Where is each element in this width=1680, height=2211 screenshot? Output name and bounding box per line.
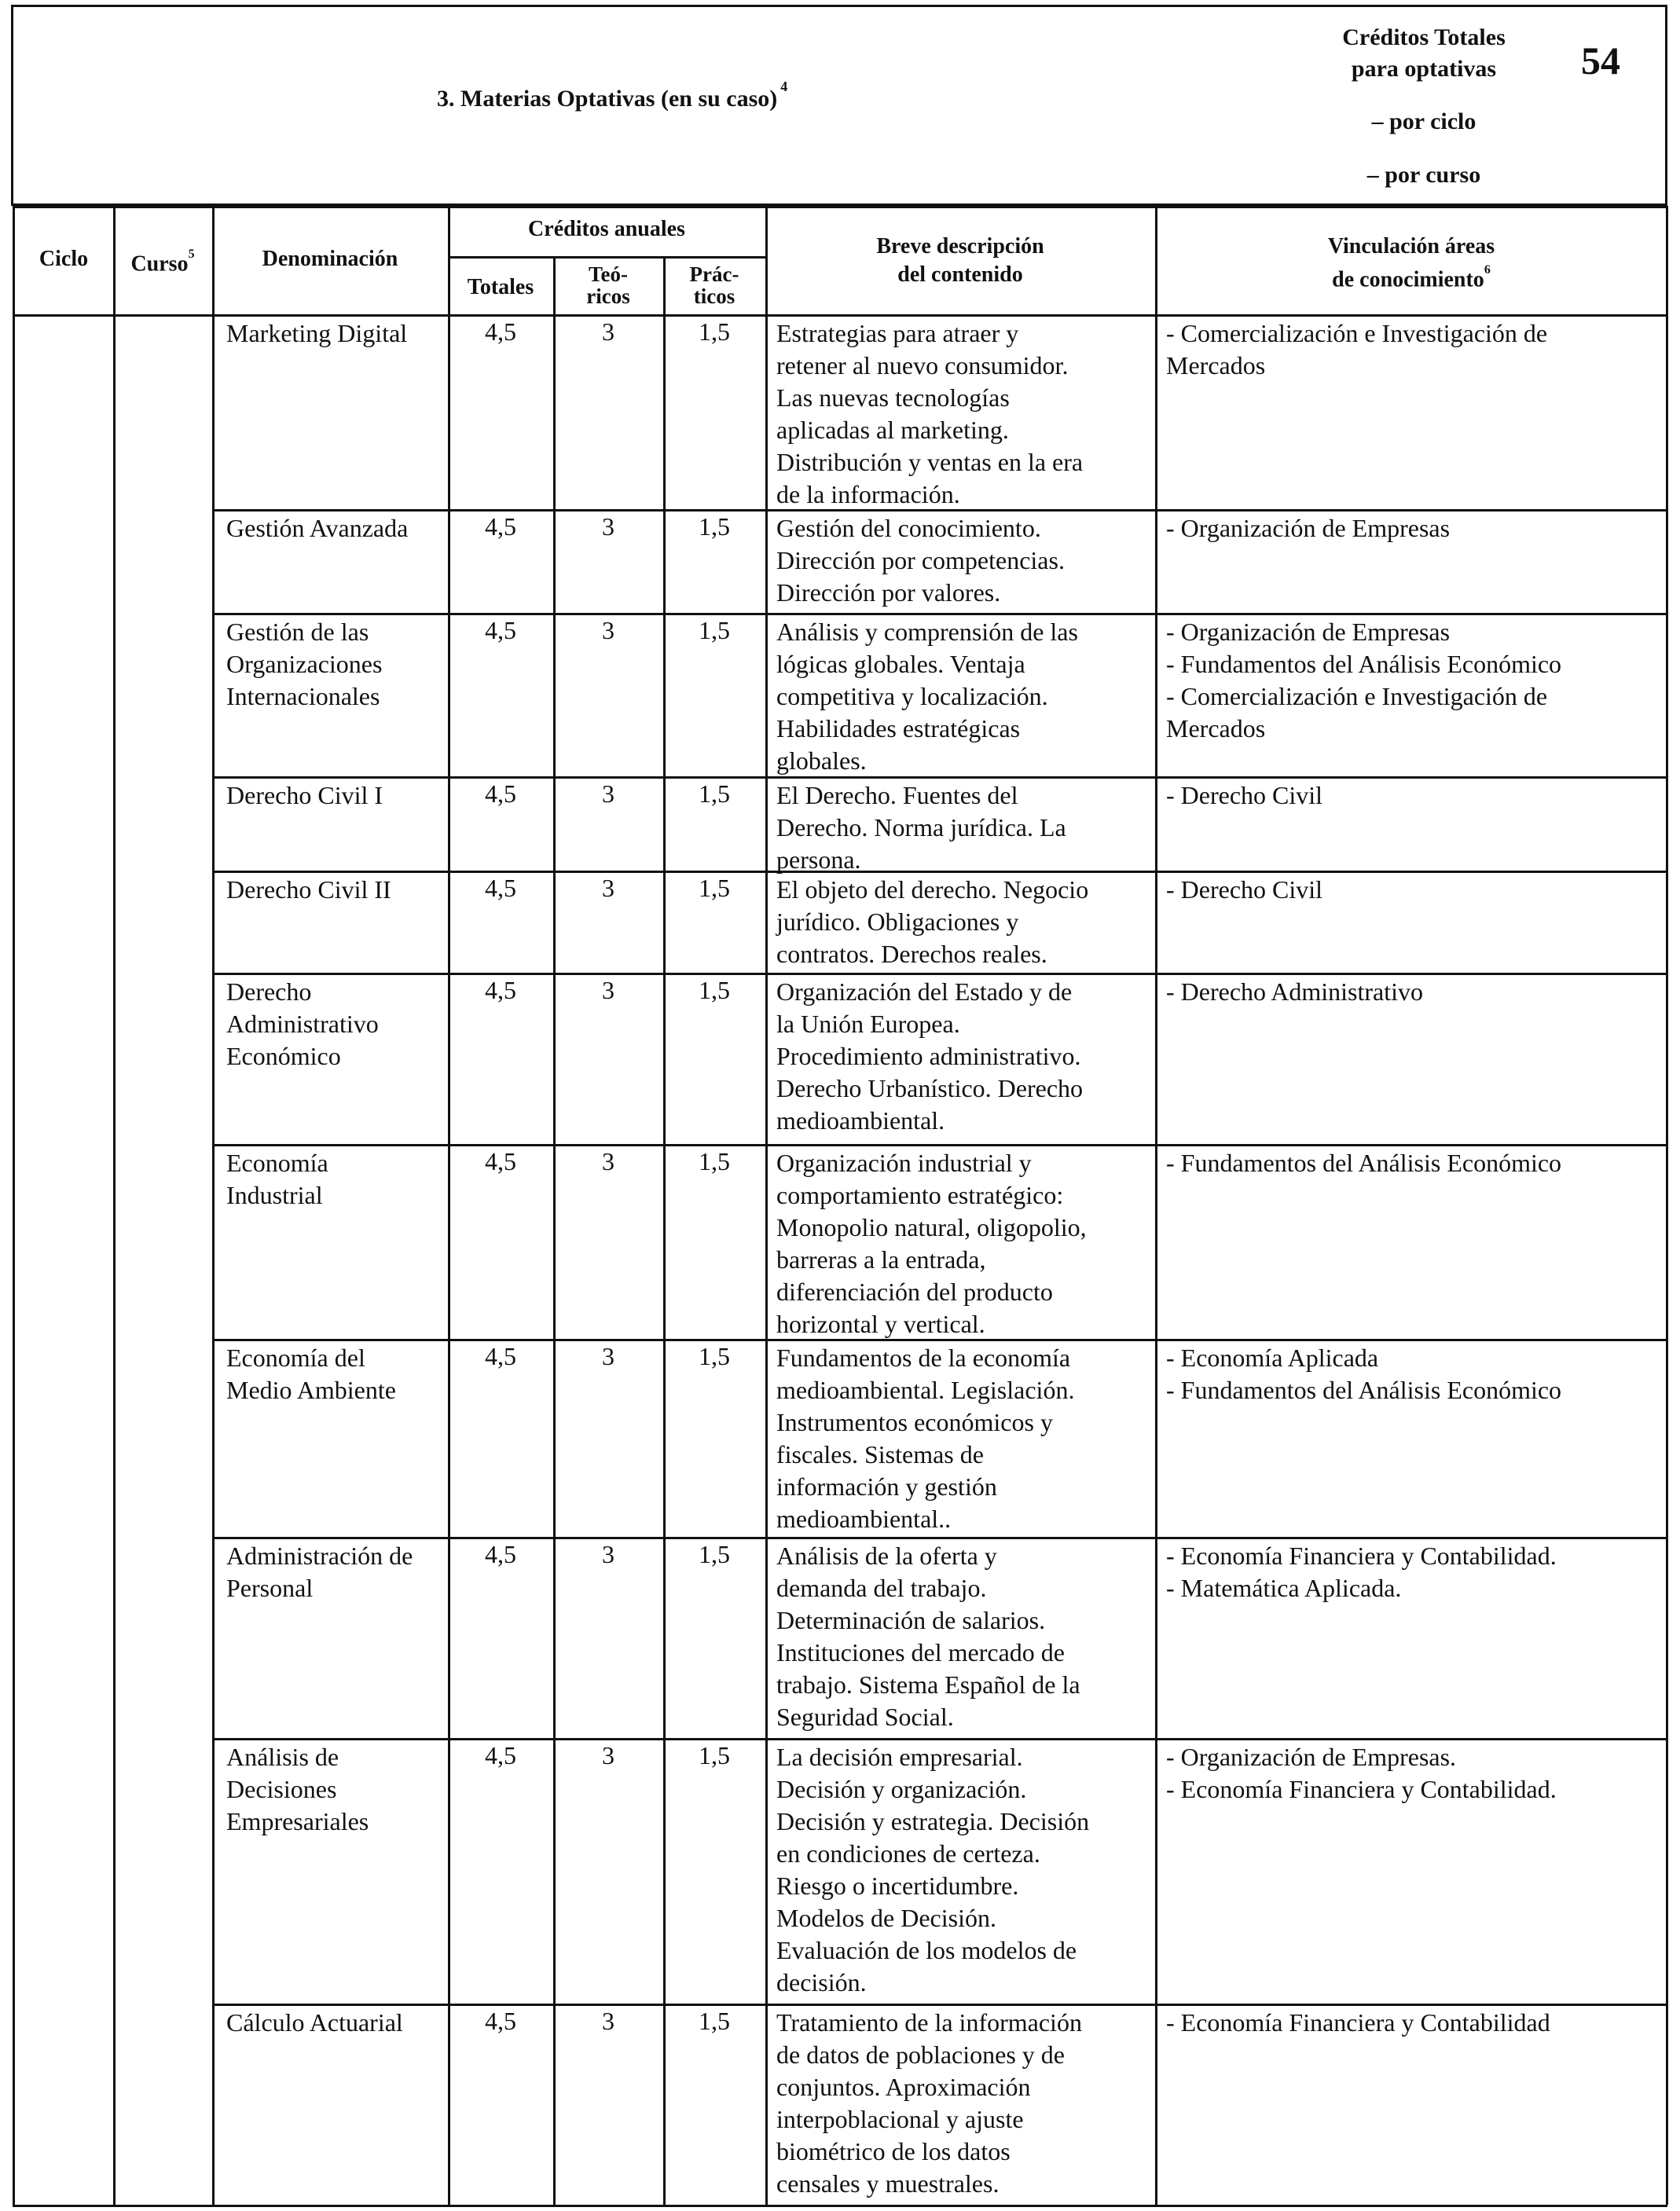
cell-denominacion: Economía del Medio Ambiente [226,1344,396,1404]
cell-teoricos: 3 [602,1741,614,1769]
row-rule [212,2004,1667,2006]
cell-vinculacion: - Economía Aplicada - Fundamentos del Análisis Económico [1166,1344,1562,1404]
cell-descripcion: Análisis de la oferta y demanda del trabajo. Determinación de salarios. Instituciones del mercado de trabajo. Sistema Español de la Seguridad Social. [776,1542,1080,1731]
row-rule [212,1144,1667,1146]
cell-vinculacion: - Derecho Civil [1166,781,1323,809]
col-header-denominacion: Denominación [262,247,398,271]
cell-descripcion: El Derecho. Fuentes del Derecho. Norma jurídica. La persona. [776,781,1066,874]
cell-totales: 4,5 [485,317,516,346]
cell-descripcion: Estrategias para atraer y retener al nuevo consumidor. Las nuevas tecnologías aplicadas al marketing. Distribución y ventas en la era de la información. [776,319,1084,508]
cell-practicos: 1,5 [699,1741,730,1769]
cell-denominacion: Gestión Avanzada [226,514,409,542]
cell-denominacion: Administración de Personal [226,1542,413,1602]
cell-practicos: 1,5 [699,512,730,541]
cell-denominacion: Derecho Civil I [226,781,383,809]
cell-practicos: 1,5 [699,1540,730,1568]
row-rule [212,973,1667,975]
cell-totales: 4,5 [485,874,516,902]
cell-descripcion: Tratamiento de la información de datos de poblaciones y de conjuntos. Aproximación interpoblacional y ajuste biométrico de los datos censales y muestrales. [776,2008,1082,2198]
header-bottom-border [13,314,1667,317]
cell-teoricos: 3 [602,1540,614,1568]
cell-descripcion: El objeto del derecho. Negocio jurídico. Obligaciones y contratos. Derechos reales. [776,875,1089,968]
cell-teoricos: 3 [602,1342,614,1370]
cell-vinculacion: - Derecho Administrativo [1166,977,1424,1006]
cell-practicos: 1,5 [699,616,730,644]
cell-vinculacion: - Organización de Empresas - Fundamentos del Análisis Económico - Comercialización e Investigación de Mercados [1166,618,1562,742]
cell-totales: 4,5 [485,616,516,644]
cell-denominacion: Derecho Administrativo Económico [226,977,379,1070]
cell-vinculacion: - Organización de Empresas. - Economía Financiera y Contabilidad. [1166,1743,1557,1803]
cell-totales: 4,5 [485,1342,516,1370]
creditos-subheader-rule [448,256,765,258]
col-header-vinculacion: Vinculación áreas de conocimiento$^6$ [1327,234,1495,292]
cell-practicos: 1,5 [699,976,730,1004]
row-rule [212,1537,1667,1539]
cell-teoricos: 3 [602,779,614,808]
cell-vinculacion: - Derecho Civil [1166,875,1323,904]
cell-vinculacion: - Organización de Empresas [1166,514,1451,542]
col-header-totales: Totales [467,275,534,299]
cell-teoricos: 3 [602,1147,614,1175]
row-rule [212,613,1667,615]
cell-totales: 4,5 [485,1540,516,1568]
cell-totales: 4,5 [485,1741,516,1769]
cell-practicos: 1,5 [699,2007,730,2035]
cell-teoricos: 3 [602,616,614,644]
cell-denominacion: Gestión de las Organizaciones Internacionales [226,618,383,710]
cell-teoricos: 3 [602,874,614,902]
cell-practicos: 1,5 [699,779,730,808]
por-curso-label: – por curso [1366,162,1481,188]
table-bottom-border [13,2205,1667,2207]
col-header-ciclo: Ciclo [39,247,89,271]
cell-vinculacion: - Economía Financiera y Contabilidad. - Matemática Aplicada. [1166,1542,1557,1602]
cell-practicos: 1,5 [699,1342,730,1370]
cell-teoricos: 3 [602,317,614,346]
column-rule [663,256,666,2205]
column-rule [765,206,768,2205]
cell-vinculacion: - Fundamentos del Análisis Económico [1166,1149,1562,1177]
cell-teoricos: 3 [602,2007,614,2035]
creditos-totales-value: 54 [1581,38,1620,82]
cell-totales: 4,5 [485,2007,516,2035]
cell-descripcion: Organización del Estado y de la Unión Europea. Procedimiento administrativo. Derecho Urbanístico. Derecho medioambiental. [776,977,1084,1135]
por-ciclo-label: – por ciclo [1371,108,1476,134]
cell-denominacion: Economía Industrial [226,1149,328,1209]
cell-practicos: 1,5 [699,317,730,346]
col-header-creditos-anuales: Créditos anuales [528,217,685,241]
cell-denominacion: Cálculo Actuarial [226,2008,403,2037]
cell-descripcion: La decisión empresarial. Decisión y organización. Decisión y estrategia. Decisión en condiciones de certeza. Riesgo o incertidumbre. Modelos de Decisión. Evaluación de los modelos de decisión. [776,1743,1090,1996]
column-rule [113,206,116,2205]
section-title: 3. Materias Optativas (en su caso) $^4$ [437,79,788,112]
column-rule [1155,206,1157,2205]
cell-teoricos: 3 [602,512,614,541]
table-top-border [13,206,1667,208]
col-header-descripcion: Breve descripción del contenido [876,234,1044,287]
column-rule [212,206,215,2205]
cell-descripcion: Gestión del conocimiento. Dirección por competencias. Dirección por valores. [776,514,1065,607]
cell-denominacion: Análisis de Decisiones Empresariales [226,1743,369,1835]
cell-practicos: 1,5 [699,874,730,902]
creditos-totales-label: Créditos Totales para optativas [1342,24,1506,82]
cell-totales: 4,5 [485,976,516,1004]
col-header-practicos: Prác- ticos [689,262,739,308]
row-rule [212,1738,1667,1740]
column-rule [1666,206,1668,2205]
cell-totales: 4,5 [485,779,516,808]
col-header-teoricos: Teó- ricos [586,262,630,308]
column-rule [448,206,450,2205]
cell-denominacion: Derecho Civil II [226,875,391,904]
cell-totales: 4,5 [485,512,516,541]
cell-totales: 4,5 [485,1147,516,1175]
cell-teoricos: 3 [602,976,614,1004]
cell-descripcion: Fundamentos de la economía medioambiental. Legislación. Instrumentos económicos y fiscales. Sistemas de información y gestión medioambiental.. [776,1344,1075,1533]
col-header-curso: Curso$^5$ [130,248,195,277]
cell-denominacion: Marketing Digital [226,319,408,347]
cell-vinculacion: - Economía Financiera y Contabilidad [1166,2008,1550,2037]
cell-descripcion: Análisis y comprensión de las lógicas globales. Ventaja competitiva y localización. Habilidades estratégicas globales. [776,618,1078,775]
cell-descripcion: Organización industrial y comportamiento estratégico: Monopolio natural, oligopolio, barreras a la entrada, diferenciación del producto horizontal y vertical. [776,1149,1087,1338]
cell-practicos: 1,5 [699,1147,730,1175]
cell-vinculacion: - Comercialización e Investigación de Mercados [1166,319,1548,380]
column-rule [553,256,556,2205]
footnote-mark: 4 [780,79,788,94]
column-rule [13,206,15,2205]
